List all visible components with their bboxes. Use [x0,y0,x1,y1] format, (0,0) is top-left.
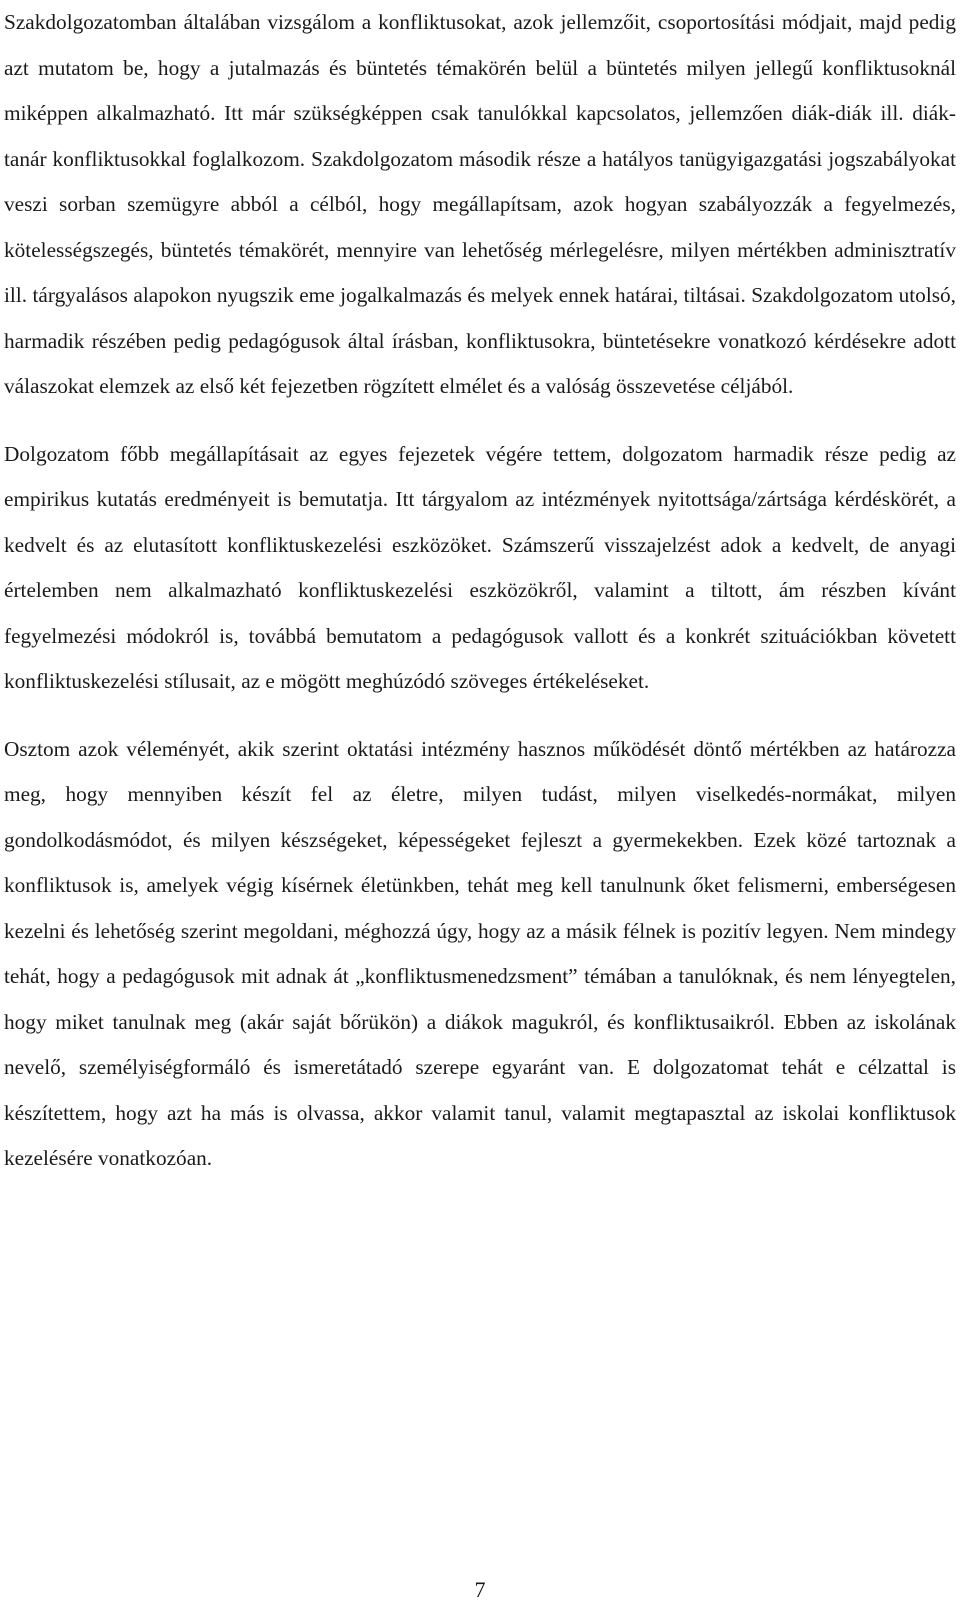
paragraph-2: Dolgozatom főbb megállapításait az egyes fejezetek végére tettem, dolgozatom harmadik része pedig az empirikus kutatás eredményeit is bemutatja. Itt tárgyalom az intézmények nyitottsága/zártsága kérdéskörét, a kedvelt és az elutasított konfliktuskezelési eszközöket. Számszerű visszajelzést adok a kedvelt, de anyagi értelemben nem alkalmazható konfliktuskezelési eszközökről, valamint a tiltott, ám részben kívánt fegyelmezési módokról is, továbbá bemutatom a pedagógusok vallott és a konkrét szituációkban követett konfliktuskezelési stílusait, az e mögött meghúzódó szöveges értékeléseket. [4,441,956,693]
page-number: 7 [474,1577,486,1602]
paragraph-3: Osztom azok véleményét, akik szerint oktatási intézmény hasznos működését döntő mértékben az határozza meg, hogy mennyiben készít fel az életre, milyen tudást, milyen viselkedés-normákat, milyen gondolkodásmódot, és milyen készségeket, képességeket fejleszt a gyermekekben. Ezek közé tartoznak a konfliktusok is, amelyek végig kísérnek életünkben, tehát meg kell tanulnunk őket felismerni, emberségesen kezelni és lehetőség szerint megoldani, méghozzá úgy, hogy az a másik félnek is pozitív legyen. Nem mindegy tehát, hogy a pedagógusok mit adnak át „konfliktusmenedzsment” témában a tanulóknak, és nem lényegtelen, hogy miket tanulnak meg (akár saját bőrükön) a diákok magukról, és konfliktusaikról. Ebben az iskolának nevelő, személyiségformáló és ismeretátadó szerepe egyaránt van. E dolgozatomat tehát e célzattal is készítettem, hogy azt ha más is olvassa, akkor valamit tanul, valamit megtapasztal az iskolai konfliktusok kezelésére vonatkozóan. [4,736,956,1170]
document-page [4,0,956,1182]
paragraph-1: Szakdolgozatomban általában vizsgálom a konfliktusokat, azok jellemzőit, csoportosítási módjait, majd pedig azt mutatom be, hogy a jutalmazás és büntetés témakörén belül a büntetés milyen jellegű konfliktusoknál miképpen alkalmazható. Itt már szükségképpen csak tanulókkal kapcsolatos, jellemzően diák-diák ill. diák-tanár konfliktusokkal foglalkozom. Szakdolgozatom második része a hatályos tanügyigazgatási jogszabályokat veszi sorban szemügyre abból a célból, hogy megállapítsam, azok hogyan szabályozzák a fegyelmezés, kötelességszegés, büntetés témakörét, mennyire van lehetőség mérlegelésre, milyen mértékben adminisztratív ill. tárgyalásos alapokon nyugszik eme jogalkalmazás és melyek ennek határai, tiltásai. Szakdolgozatom utolsó, harmadik részében pedig pedagógusok által írásban, konfliktusokra, büntetésekre vonatkozó kérdésekre adott válaszokat elemzek az első két fejezetben rögzített elmélet és a valóság összevetése céljából. [4,10,956,398]
